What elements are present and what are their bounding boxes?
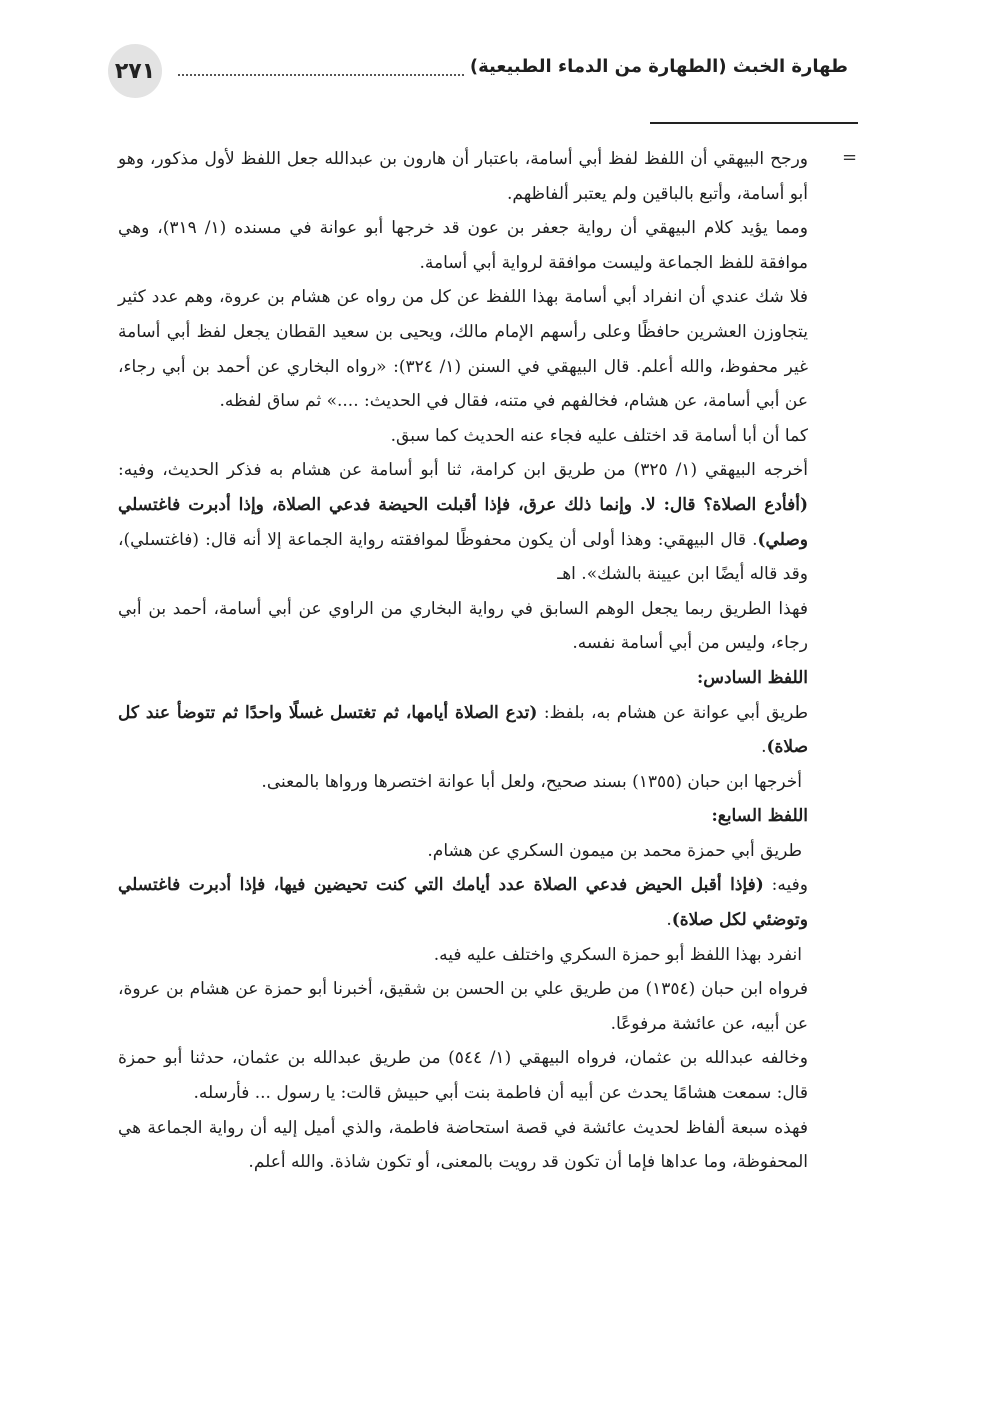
- paragraph-text: كما أن أبا أسامة قد اختلف عليه فجاء عنه الحديث كما سبق.: [390, 425, 808, 446]
- paragraph-text: طريق أبي حمزة محمد بن ميمون السكري عن هشام.: [427, 840, 802, 861]
- paragraph: [118, 765, 808, 800]
- paragraph: [118, 696, 808, 765]
- page-number: ٢٧١: [108, 44, 162, 98]
- paragraph: [118, 868, 808, 937]
- paragraph: [118, 1111, 808, 1180]
- hadith-quote: (فإذا أقبل الحيض فدعي الصلاة عدد أيامك التي كنت تحيضين فيها، فإذا أدبرت فاغتسلي وتوضئي لكل صلاة): [118, 875, 808, 931]
- paragraph-text: فهذا الطريق ربما يجعل الوهم السابق في رواية البخاري من الراوي عن أبي أسامة، أحمد بن أبي رجاء، وليس من أبي أسامة نفسه.: [118, 598, 808, 654]
- paragraph-text: فهذه سبعة ألفاظ لحديث عائشة في قصة استحاضة فاطمة، والذي أميل إليه أن رواية الجماعة هي المحفوظة، وما عداها فإما أن تكون قد رويت بالمعنى، أو تكون شاذة. والله أعلم.: [118, 1117, 808, 1173]
- paragraph-text: ورجح البيهقي أن اللفظ لفظ أبي أسامة، باعتبار أن هارون بن عبدالله جعل اللفظ لأول مذكور، وهو أبو أسامة، وأتبع بالباقين ولم يعتبر ألفاظهم.: [118, 149, 808, 204]
- paragraph-text: وخالفه عبدالله بن عثمان، فرواه البيهقي (١/ ٥٤٤) من طريق عبدالله بن عثمان، حدثنا أبو حمزة قال: سمعت هشامًا يحدث عن أبيه أن فاطمة بنت أبي حبيش قالت: يا رسول ... فأرسله.: [118, 1048, 808, 1104]
- section-heading-text: اللفظ السابع:: [711, 806, 808, 827]
- paragraph: [118, 972, 808, 1041]
- paragraph-text: وفيه:: [763, 875, 808, 896]
- footnote-body: [118, 142, 808, 1180]
- hadith-quote: (تدع الصلاة أيامها، ثم تغتسل غسلًا واحدًا ثم تتوضأ عند كل صلاة): [118, 702, 808, 758]
- section-heading-text: اللفظ السادس:: [696, 667, 808, 688]
- paragraph: [118, 834, 808, 869]
- paragraph: [118, 938, 808, 973]
- paragraph-text: أخرجها ابن حبان (١٣٥٥) بسند صحيح، ولعل أبا عوانة اختصرها ورواها بالمعنى.: [261, 771, 802, 792]
- hadith-quote: (أفأدع الصلاة؟ قال: لا. وإنما ذلك عرق، فإذا أقبلت الحيضة فدعي الصلاة، وإذا أدبرت فاغتسلي وصلي): [118, 494, 808, 550]
- paragraph: [118, 1041, 808, 1110]
- section-heading: [118, 661, 808, 696]
- running-title: طهارة الخبث (الطهارة من الدماء الطبيعية): [466, 56, 848, 77]
- paragraph: [118, 211, 808, 280]
- paragraph-text: طريق أبي عوانة عن هشام به، بلفظ:: [537, 702, 808, 723]
- paragraph: [118, 419, 808, 454]
- paragraph-text: فرواه ابن حبان (١٣٥٤) من طريق علي بن الحسن بن شقيق، أخبرنا أبو حمزة عن هشام بن عروة، عن أبيه، عن عائشة مرفوعًا.: [118, 979, 809, 1034]
- paragraph: [118, 592, 808, 661]
- footnote-separator-rule: [650, 122, 858, 124]
- paragraph-tail: .: [666, 910, 672, 931]
- page-header: [108, 44, 848, 100]
- paragraph-text: ومما يؤيد كلام البيهقي أن رواية جعفر بن عون قد خرجها أبو عوانة في مسنده (١/ ٣١٩)، وهي موافقة للفظ الجماعة وليست موافقة لرواية أبي أسامة.: [118, 218, 808, 273]
- paragraph-tail: .: [761, 737, 767, 758]
- paragraph: [118, 280, 808, 418]
- footnote-continuation-mark: =: [842, 147, 858, 168]
- paragraph: [118, 453, 808, 591]
- paragraph-text: أخرجه البيهقي (١/ ٣٢٥) من طريق ابن كرامة، ثنا أبو أسامة عن هشام به فذكر الحديث، وفيه:: [118, 460, 808, 481]
- section-heading: [118, 799, 808, 834]
- paragraph-text: انفرد بهذا اللفظ أبو حمزة السكري واختلف عليه فيه.: [433, 944, 802, 965]
- paragraph-tail: . قال البيهقي: وهذا أولى أن يكون محفوظًا لموافقته رواية الجماعة إلا أنه قال: (فاغتسلي)، وقد قاله أيضًا ابن عيينة بالشك». اهـ: [118, 529, 808, 585]
- paragraph: [118, 142, 808, 211]
- paragraph-text: فلا شك عندي أن انفراد أبي أسامة بهذا اللفظ عن كل من رواه عن هشام بن عروة، وهم عدد كثير يتجاوزن العشرين حافظًا وعلى رأسهم الإمام مالك، ويحيى بن سعيد القطان يجعل لفظ أبي أسامة غير محفوظ، والله أعلم. قال البيهقي في السنن (١/ ٣٢٤): «رواه البخاري عن أحمد بن أبي رجاء، عن أبي أسامة، عن هشام، فخالفهم في متنه، فقال في الحديث: ....» ثم ساق لفظه.: [118, 287, 808, 412]
